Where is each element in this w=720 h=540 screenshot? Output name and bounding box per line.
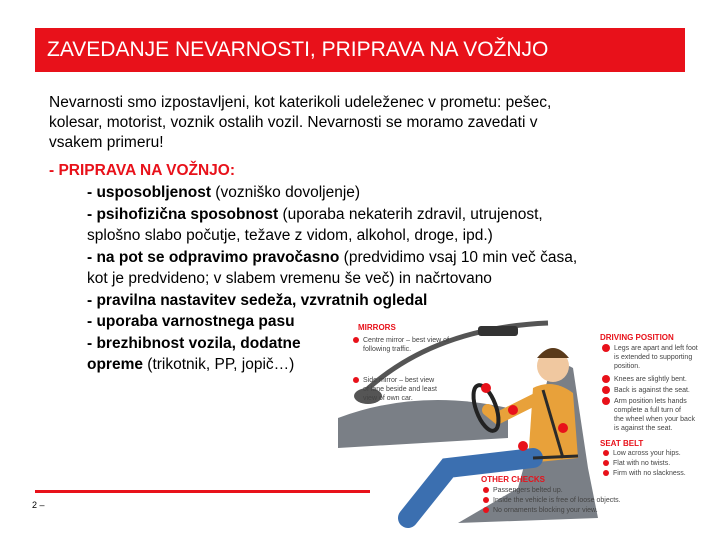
seat-belt-note: Low across your hips.	[613, 450, 681, 457]
other-checks-title: OTHER CHECKS	[481, 475, 546, 484]
bullet-bold: opreme	[87, 356, 143, 373]
marker	[558, 423, 568, 433]
mirror-note: view of own car.	[363, 395, 413, 402]
list-item	[87, 182, 672, 204]
marker	[518, 441, 528, 451]
list-item	[87, 268, 672, 290]
footer-divider	[35, 490, 370, 493]
driving-note: the wheel when your back	[614, 416, 695, 423]
driver-hair	[537, 348, 569, 358]
driving-note: Knees are slightly bent.	[614, 376, 687, 383]
driving-note: complete a full turn of	[614, 407, 681, 414]
bullet-dot	[603, 470, 609, 476]
centre-mirror-icon	[478, 326, 518, 336]
mirrors-title: MIRRORS	[358, 323, 396, 332]
bullet-bold: - pravilna nastavitev sedeža, vzvratnih ogledal	[87, 291, 428, 309]
seat-belt-lap	[533, 456, 578, 458]
marker	[481, 383, 491, 393]
bullet-dot	[483, 497, 489, 503]
bullet-dot	[353, 337, 359, 343]
bullet-dot	[483, 507, 489, 513]
driving-note: Back is against the seat.	[614, 387, 690, 394]
other-check-note: No ornaments blocking your view.	[493, 507, 598, 514]
other-check-note: Inside the vehicle is free of loose objects.	[493, 497, 621, 504]
bullet-dot	[602, 344, 610, 352]
bullet-dot	[603, 460, 609, 466]
bullet-bold: - uporaba varnostnega pasu	[87, 313, 295, 330]
mirror-note: following traffic.	[363, 346, 412, 353]
driving-position-illustration	[338, 318, 718, 528]
bullet-dot	[483, 487, 489, 493]
list-item	[87, 225, 672, 247]
list-item	[87, 204, 672, 226]
section-title: - PRIPRAVA NA VOŽNJO:	[49, 162, 236, 179]
bullet-bold: - na pot se odpravimo pravočasno	[87, 248, 340, 266]
bullet-text: kot je predvideno; v slabem vremenu še več) in načrtovano	[87, 270, 492, 287]
seat-belt-note: Firm with no slackness.	[613, 470, 686, 477]
driving-note: is extended to supporting	[614, 354, 693, 361]
page-number: 2 –	[32, 500, 45, 510]
other-check-note: Passengers belted up.	[493, 487, 563, 494]
intro-paragraph	[49, 93, 659, 153]
mirror-note: Side mirror – best view	[363, 377, 435, 384]
bullet-dot	[602, 397, 610, 405]
seat-belt-note: Flat with no twists.	[613, 460, 671, 467]
mirror-note: Centre mirror – best view of	[363, 337, 449, 344]
driving-note: Arm position lets hands	[614, 398, 687, 405]
bullet-dot	[602, 386, 610, 394]
mirror-note: of lane beside and least	[363, 386, 437, 393]
marker	[508, 405, 518, 415]
intro-line: vsakem primeru!	[49, 134, 164, 151]
driving-note: position.	[614, 363, 641, 370]
list-item	[87, 247, 672, 269]
bullet-text: splošno slabo počutje, težave z vidom, alkohol, droge, ipd.)	[87, 227, 493, 244]
list-item	[87, 290, 672, 312]
bullet-text: (uporaba nekaterih zdravil, utrujenost,	[278, 205, 543, 223]
driving-note: is against the seat.	[614, 425, 673, 432]
intro-line: kolesar, motorist, voznik ostalih vozil. Nevarnosti se moramo zavedati v	[49, 114, 538, 131]
bullet-dot	[603, 450, 609, 456]
bullet-text: (trikotnik, PP, jopič…)	[143, 356, 295, 373]
intro-line: Nevarnosti smo izpostavljeni, kot katerikoli udeleženec v prometu: pešec,	[49, 94, 552, 111]
bullet-dot	[353, 377, 359, 383]
driving-note: Legs are apart and left foot	[614, 345, 698, 352]
driving-position-title: DRIVING POSITION	[600, 333, 674, 342]
bullet-bold: - brezhibnost vozila, dodatne	[87, 334, 301, 352]
bullet-text: (predvidimo vsaj 10 min več časa,	[339, 248, 578, 266]
bullet-bold: - usposobljenost	[87, 184, 211, 201]
bullet-bold: - psihofizična sposobnost	[87, 205, 279, 223]
slide-title: ZAVEDANJE NEVARNOSTI, PRIPRAVA NA VOŽNJO	[35, 28, 685, 72]
seat-belt-title: SEAT BELT	[600, 439, 644, 448]
bullet-text: (vozniško dovoljenje)	[211, 184, 361, 201]
bullet-dot	[602, 375, 610, 383]
